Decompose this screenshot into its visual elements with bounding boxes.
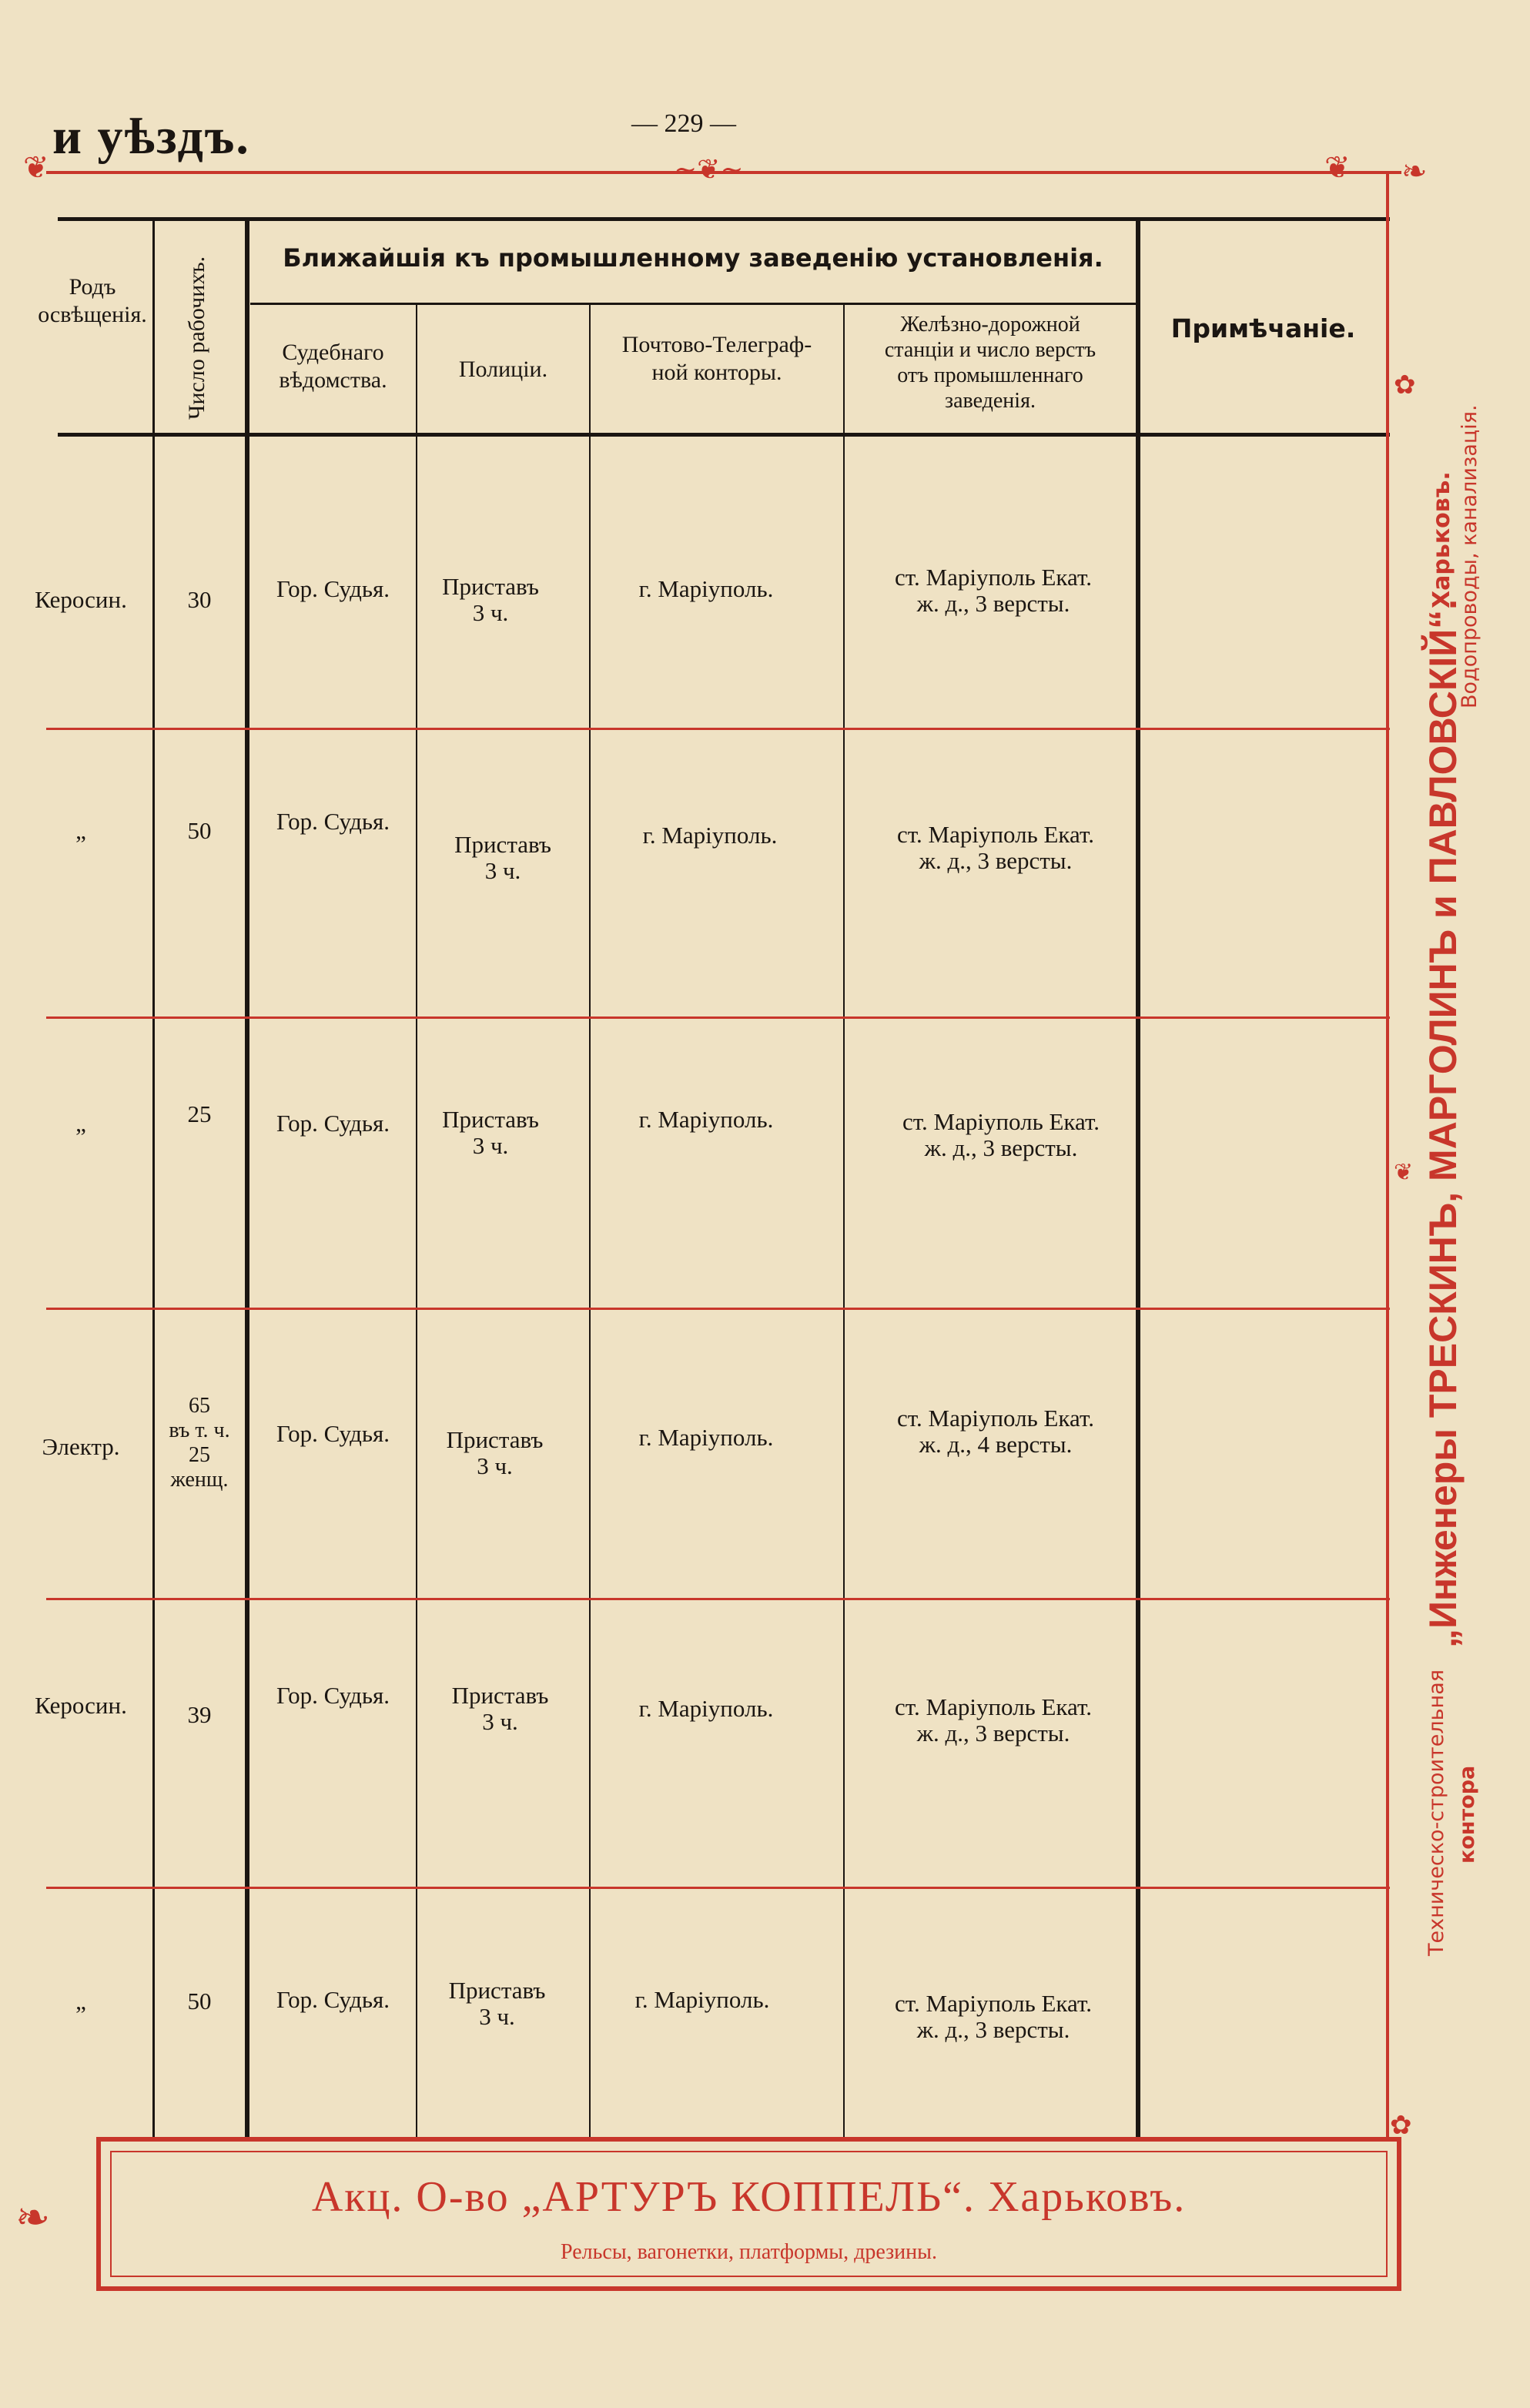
row-separator — [46, 1598, 1390, 1600]
cell-court: Гор. Судья. — [276, 1682, 390, 1709]
header-note: Примѣчаніе. — [1170, 313, 1356, 343]
table-header-rule — [58, 433, 1390, 437]
row-separator — [46, 1308, 1390, 1310]
footer-ad-subtitle: Рельсы, вагонетки, платформы, дрезины. — [561, 2240, 937, 2264]
header-police: Полиціи. — [458, 357, 548, 382]
cell-workers: 39 — [187, 1701, 212, 1728]
cell-lighting: „ — [75, 1988, 86, 2014]
cell-railway: ст. Маріуполь Екат. ж. д., 3 версты. — [895, 1693, 1092, 1747]
cell-post: г. Маріуполь. — [634, 1986, 770, 2013]
cell-police: Приставъ 3 ч. — [442, 1106, 539, 1159]
table-top-rule — [58, 217, 1390, 221]
page-title: и уѣздъ. — [52, 109, 250, 165]
cell-police: Приставъ 3 ч. — [448, 1977, 546, 2030]
cell-police: Приставъ 3 ч. — [451, 1682, 549, 1735]
row-separator — [46, 728, 1390, 730]
left-scroll-ornament: ❦ — [23, 150, 49, 186]
header-workers: Число рабочихъ. — [184, 256, 209, 420]
cell-post: г. Маріуполь. — [638, 1424, 774, 1451]
cell-railway: ст. Маріуполь Екат. ж. д., 3 версты. — [897, 821, 1094, 874]
footer-ad-title: Акц. О-во „АРТУРЪ КОППЕЛЬ“. Харьковъ. — [311, 2173, 1187, 2221]
cell-police: Приставъ 3 ч. — [446, 1426, 544, 1479]
cell-court: Гор. Судья. — [276, 1420, 390, 1447]
cell-workers: 25 — [187, 1100, 212, 1127]
col-divider-1 — [152, 219, 155, 2141]
side-ad-services: Водопроводы, канализація. — [1458, 404, 1481, 708]
cell-court: Гор. Судья. — [276, 808, 390, 835]
side-ad-company: „Инженеры ТРЕСКИНЪ, МАРГОЛИНЪ и ПАВЛОВСКІЙ“. — [1421, 598, 1465, 1648]
cell-lighting: Электр. — [42, 1433, 120, 1460]
cell-post: г. Маріуполь. — [638, 1695, 774, 1722]
row-separator — [46, 1016, 1390, 1019]
col-divider-6 — [1136, 219, 1140, 2141]
cell-workers: 65 въ т. ч. 25 женщ. — [169, 1394, 230, 1492]
cell-post: г. Маріуполь. — [642, 822, 778, 849]
side-ornament-mid: ❦ — [1394, 1159, 1414, 1186]
cell-workers: 50 — [187, 817, 212, 844]
right-scroll-ornament: ❦ — [1324, 150, 1351, 186]
header-court: Судебнаго вѣдомства. — [279, 340, 387, 393]
cell-railway: ст. Маріуполь Екат. ж. д., 3 версты. — [895, 1990, 1092, 2043]
center-scroll-ornament: ~❦~ — [674, 154, 744, 186]
header-lighting: Родъ освѣщенія. — [38, 274, 147, 327]
cell-police: Приставъ 3 ч. — [442, 573, 539, 626]
cell-lighting: „ — [75, 1110, 86, 1137]
cell-railway: ст. Маріуполь Екат. ж. д., 3 версты. — [895, 564, 1092, 617]
cell-court: Гор. Судья. — [276, 1986, 390, 2013]
col-divider-5 — [843, 304, 845, 2141]
col-divider-2 — [245, 219, 249, 2141]
cell-court: Гор. Судья. — [276, 575, 390, 602]
cell-court: Гор. Судья. — [276, 1110, 390, 1137]
side-ad-city: Харьковъ. — [1428, 471, 1455, 608]
cell-lighting: „ — [75, 817, 86, 844]
side-ad-office: контора — [1455, 1765, 1479, 1864]
cell-police: Приставъ 3 ч. — [454, 831, 551, 884]
side-ornament-bottom: ✿ — [1390, 2110, 1412, 2141]
cell-workers: 30 — [187, 586, 212, 613]
footer-left-ornament: ❧ — [15, 2193, 51, 2242]
header-nearest-group: Ближайшія къ промышленному заведенію установленія. — [283, 243, 1103, 273]
row-separator — [46, 1887, 1390, 1889]
cell-lighting: Керосин. — [35, 586, 127, 613]
cell-post: г. Маріуполь. — [638, 575, 774, 602]
cell-railway: ст. Маріуполь Екат. ж. д., 3 версты. — [902, 1108, 1100, 1161]
cell-railway: ст. Маріуполь Екат. ж. д., 4 версты. — [897, 1405, 1094, 1458]
side-ornament: ✿ — [1394, 370, 1416, 400]
cell-post: г. Маріуполь. — [638, 1106, 774, 1133]
header-post: Почтово-Телеграф- ной конторы. — [621, 332, 812, 385]
cell-workers: 50 — [187, 1988, 212, 2014]
group-header-rule — [250, 303, 1136, 305]
side-ad-type: Техническо-строительная — [1425, 1670, 1448, 1956]
header-railway: Желѣзно-дорожной станціи и число верстъ отъ промышленнаго заведенія. — [884, 313, 1096, 413]
page-number: — 229 — — [631, 109, 736, 138]
right-red-border — [1386, 173, 1389, 2141]
footer-ad-box — [96, 2137, 1401, 2291]
cell-lighting: Керосин. — [35, 1692, 127, 1719]
corner-ornament: ❧ — [1401, 154, 1428, 189]
